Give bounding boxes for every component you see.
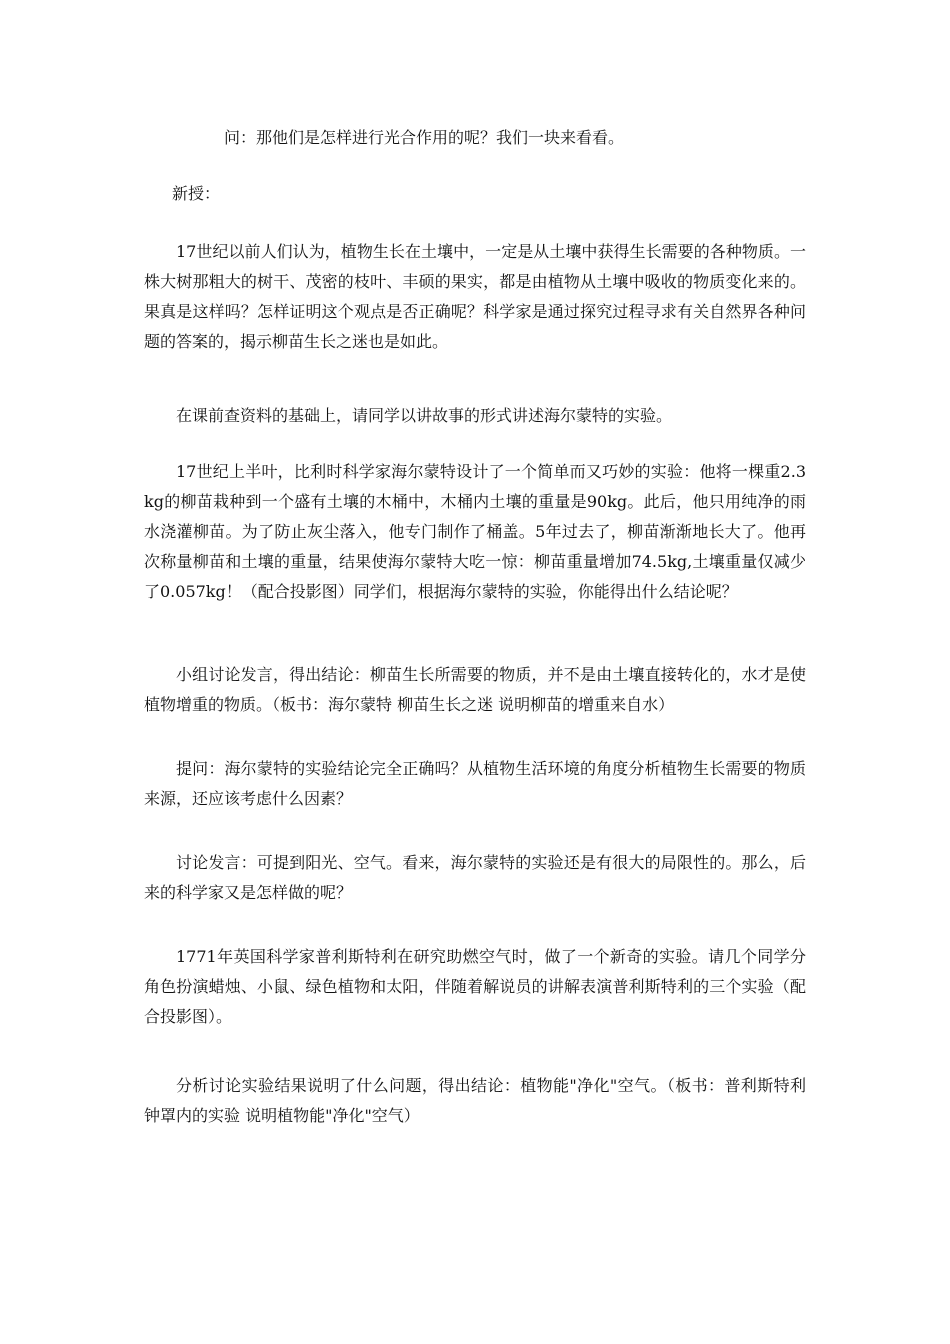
body-paragraph: 讨论发言：可提到阳光、空气。看来，海尔蒙特的实验还是有很大的局限性的。那么，后来的科学家又是怎样做的呢？	[144, 853, 806, 902]
body-paragraph: 17世纪上半叶，比利时科学家海尔蒙特设计了一个简单而又巧妙的实验：他将一棵重2.3kg的柳苗栽种到一个盛有土壤的木桶中，木桶内土壤的重量是90kg。此后，他只用纯净的雨水浇灌柳苗。为了防止灰尘落入，他专门制作了桶盖。5年过去了，柳苗渐渐地长大了。他再次称量柳苗和土壤的重量，结果使海尔蒙特大吃一惊：柳苗重量增加74.5kg,土壤重量仅减少了0.057kg！（配合投影图）同学们，根据海尔蒙特的实验，你能得出什么结论呢？	[144, 462, 806, 601]
new-lesson-heading: 新授：	[172, 184, 221, 203]
question-paragraph: 问：那他们是怎样进行光合作用的呢？我们一块来看看。	[224, 128, 625, 147]
body-paragraph: 1771年英国科学家普利斯特利在研究助燃空气时，做了一个新奇的实验。请几个同学分角色扮演蜡烛、小鼠、绿色植物和太阳，伴随着解说员的讲解表演普利斯特利的三个实验（配合投影图）。	[144, 947, 806, 1026]
body-paragraph: 分析讨论实验结果说明了什么问题，得出结论：植物能"净化"空气。（板书：普利斯特利钟罩内的实验 说明植物能"净化"空气）	[144, 1076, 806, 1125]
body-paragraph: 提问：海尔蒙特的实验结论完全正确吗？从植物生活环境的角度分析植物生长需要的物质来源，还应该考虑什么因素？	[144, 759, 806, 808]
body-paragraph: 17世纪以前人们认为，植物生长在土壤中，一定是从土壤中获得生长需要的各种物质。一株大树那粗大的树干、茂密的枝叶、丰硕的果实，都是由植物从土壤中吸收的物质变化来的。果真是这样吗？怎样证明这个观点是否正确呢？科学家是通过探究过程寻求有关自然界各种问题的答案的，揭示柳苗生长之迷也是如此。	[144, 242, 806, 351]
body-paragraph: 小组讨论发言，得出结论：柳苗生长所需要的物质，并不是由土壤直接转化的，水才是使植物增重的物质。（板书：海尔蒙特 柳苗生长之迷 说明柳苗的增重来自水）	[144, 665, 806, 714]
body-paragraph: 在课前查资料的基础上，请同学以讲故事的形式讲述海尔蒙特的实验。	[176, 406, 673, 425]
